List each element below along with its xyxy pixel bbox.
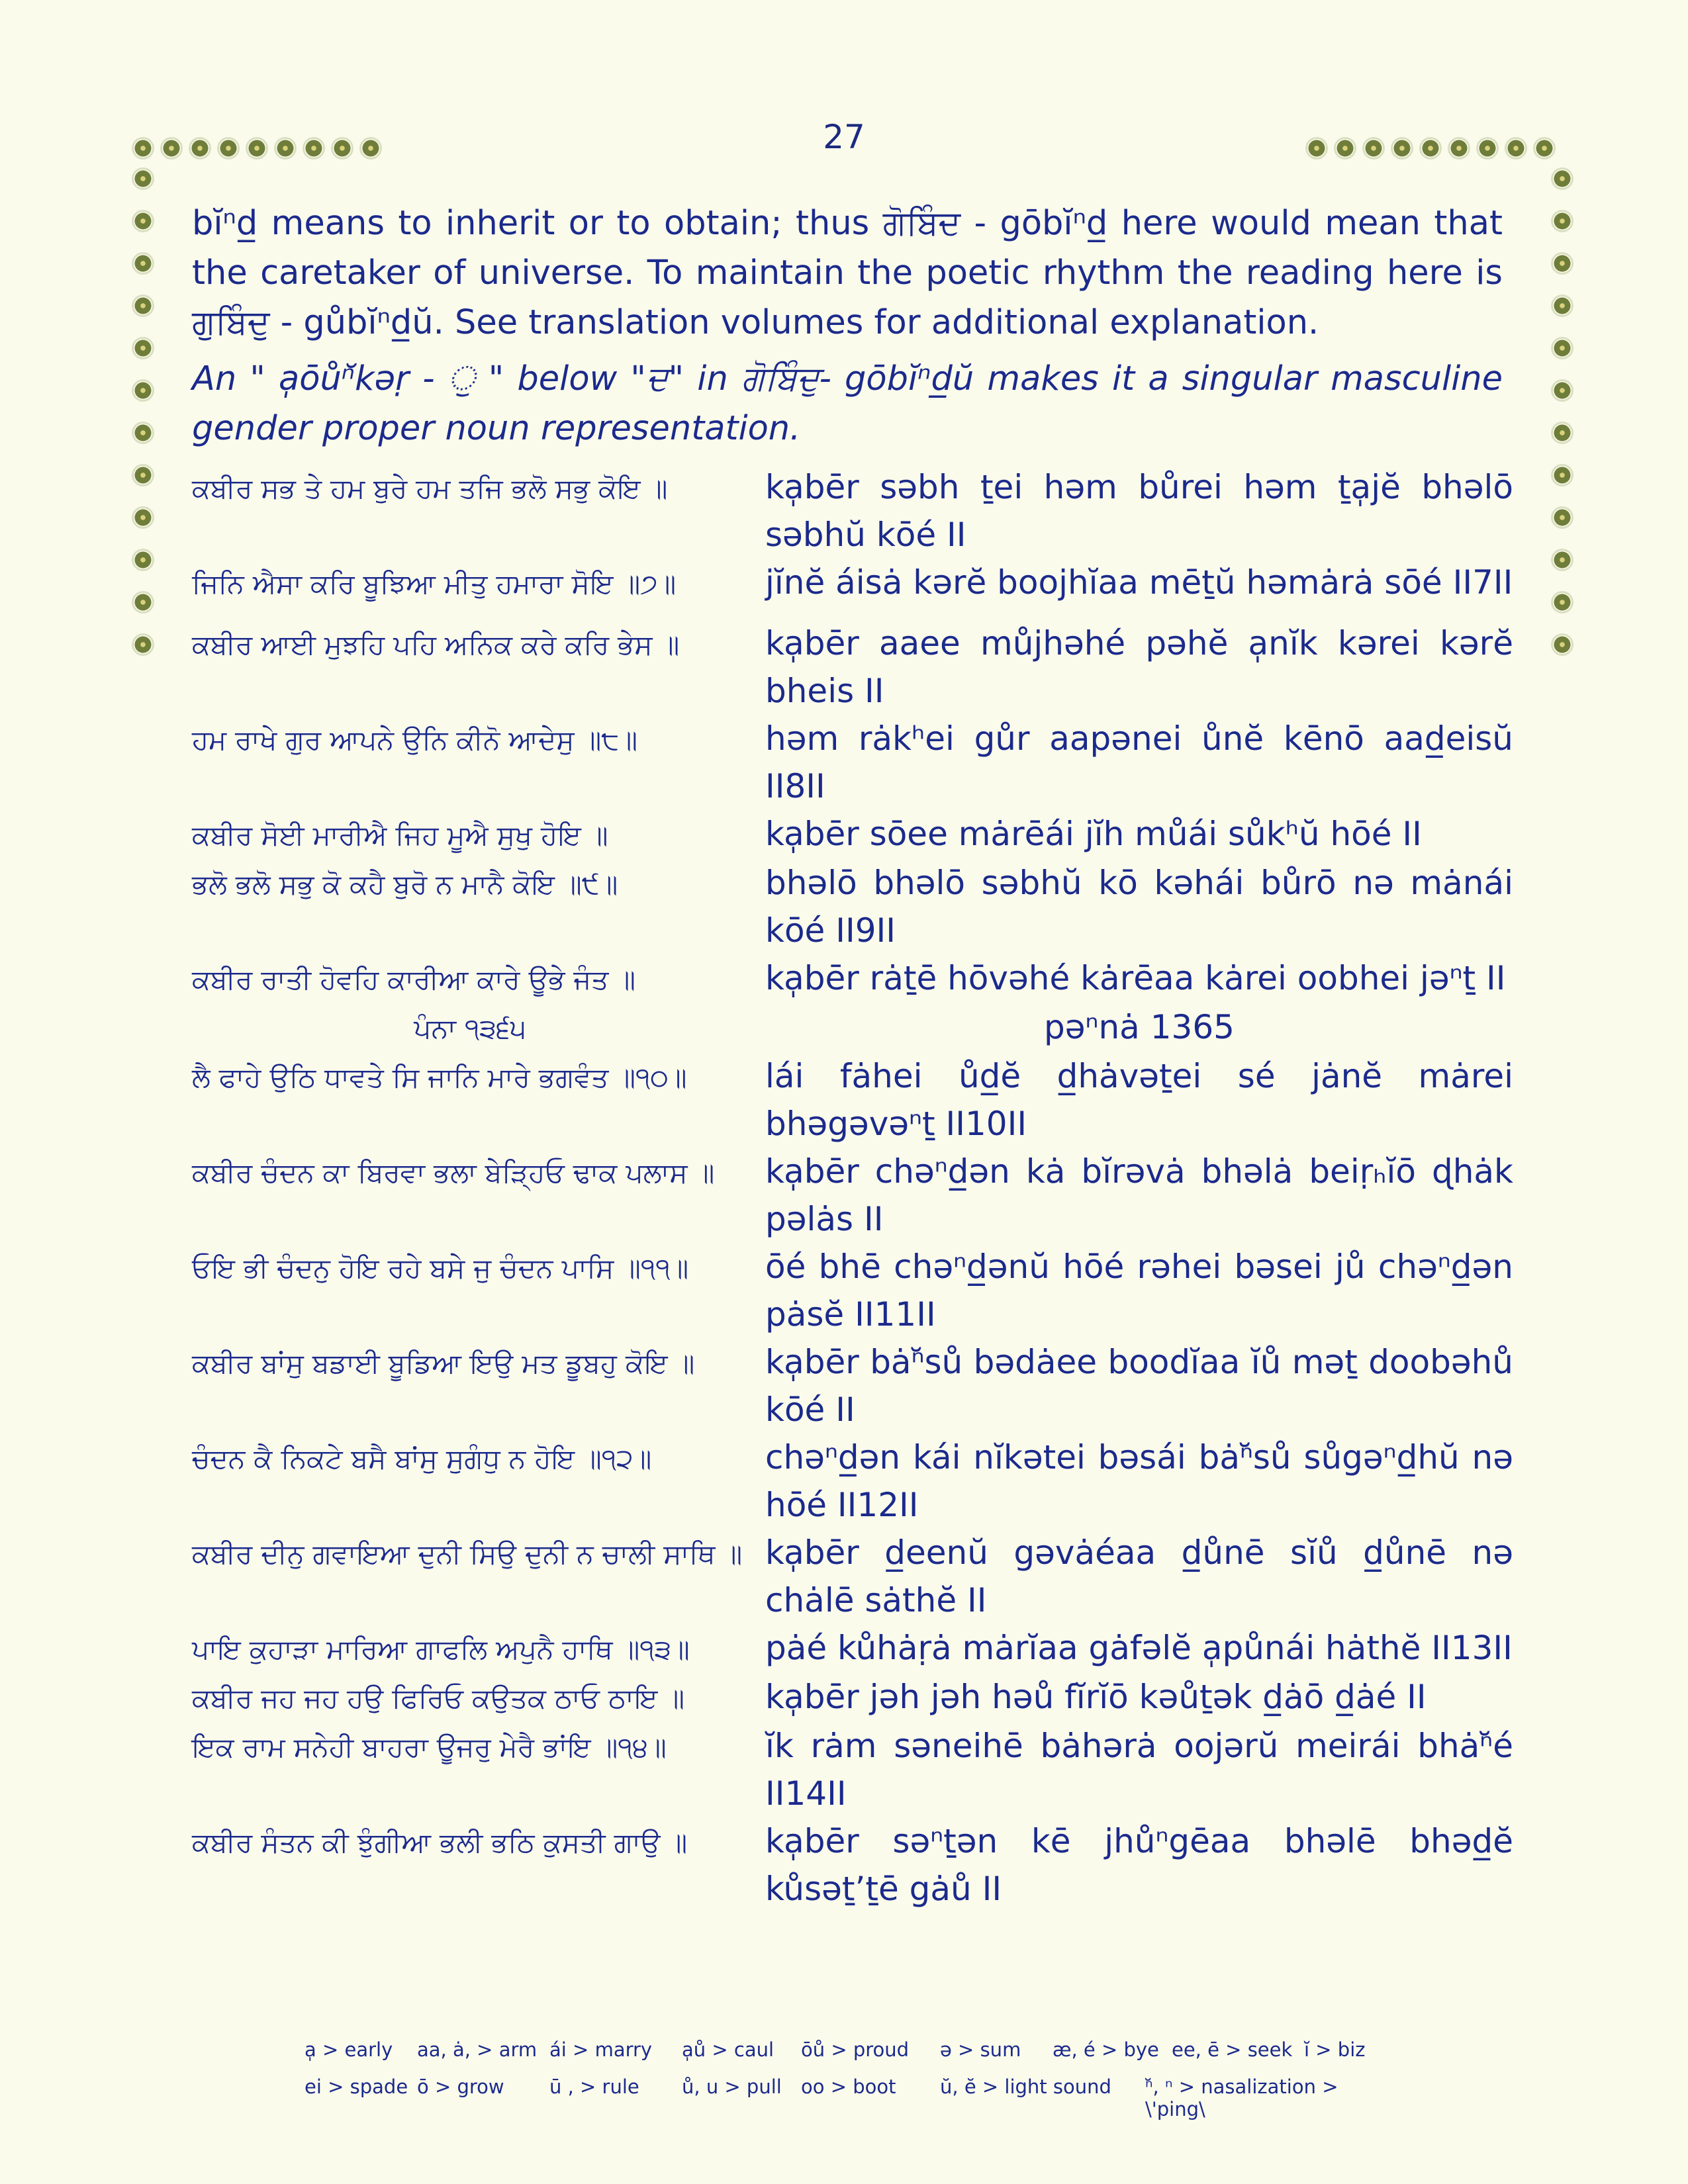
legend-item: a̩ > early	[305, 2038, 393, 2061]
legend-item: aa, ȧ, > arm	[417, 2038, 538, 2061]
pronunciation-legend	[305, 2038, 1470, 2135]
verse-row	[192, 619, 1516, 715]
flower-ornament-icon	[1364, 139, 1383, 158]
legend-item: ōů > proud	[801, 2038, 910, 2061]
legend-item: ee, ē > seek	[1172, 2038, 1293, 2061]
intro-note: An " a̩ōůⁿ̆kəṛ - ੁ " below "ਦ" in ਗੋਬਿੰਦੁ- gōbĭⁿd̲ŭ makes it a singular masculine gender proper noun representation.	[192, 359, 1503, 448]
legend-item: ⁿ̆, ⁿ > nasalization > \'ping\	[1145, 2075, 1338, 2120]
flower-ornament-icon	[305, 139, 323, 158]
flower-ornament-icon	[219, 139, 238, 158]
flower-ornament-icon	[1553, 424, 1571, 442]
legend-item: ō > grow	[417, 2075, 504, 2098]
verse-transliteration: jĭnĕ áisȧ kərĕ boojhĭaa mēṯŭ həmȧrȧ sōé II7II	[765, 563, 1513, 602]
verse-transliteration: ka̩bēr sōee mȧrēái jĭh můái sůkʰŭ hōé II	[765, 815, 1422, 853]
flower-ornament-icon	[191, 139, 209, 158]
verse-row	[192, 715, 1516, 810]
verse-row	[192, 1673, 1516, 1722]
legend-item: ə > sum	[940, 2038, 1021, 2061]
flower-ornament-icon	[276, 139, 295, 158]
verse-gurmukhi: ਕਬੀਰ ਸਭ ਤੇ ਹਮ ਬੁਰੇ ਹਮ ਤਜਿ ਭਲੋ ਸਭੁ ਕੋਇ ॥	[192, 473, 668, 504]
flower-ornament-icon	[134, 551, 152, 569]
legend-item: a̩ů > caul	[682, 2038, 774, 2061]
flower-ornament-icon	[1553, 593, 1571, 612]
flower-ornament-icon	[1393, 139, 1411, 158]
verse-transliteration: ka̩bēr bȧⁿ̆sů bədȧee boodĭaa ĭů məṯ doobəhů kōé II	[765, 1343, 1513, 1429]
flower-ornament-icon	[1553, 381, 1571, 400]
legend-item: ŭ, ĕ > light sound	[940, 2075, 1111, 2098]
verse-row	[192, 1529, 1516, 1624]
verse-row	[192, 1722, 1516, 1817]
verse-gurmukhi: ਕਬੀਰ ਚੰਦਨ ਕਾ ਬਿਰਵਾ ਭਲਾ ਬੇੜ੍ਹਿਓ ਢਾਕ ਪਲਾਸ ॥	[192, 1157, 715, 1189]
verse-transliteration: ka̩bēr səⁿṯən kē jhůⁿgēaa bhəlē bhəd̲ĕ kůsəṯ’ṯē gȧů II	[765, 1822, 1513, 1908]
flower-ornament-icon	[1535, 139, 1554, 158]
flower-ornament-icon	[1553, 296, 1571, 315]
verse-transliteration: ka̩bēr səbh ṯei həm bůrei həm ṯa̩jĕ bhəlō səbhŭ kōé II	[765, 468, 1513, 554]
flower-ornament-icon	[1450, 139, 1468, 158]
verse-gurmukhi: ਕਬੀਰ ਬਾਂਸੁ ਬਡਾਈ ਬੂਡਿਆ ਇਉ ਮਤ ਡੂਬਹੁ ਕੋਇ ॥	[192, 1347, 695, 1379]
flower-ornament-icon	[134, 139, 152, 158]
verse-row	[192, 463, 1516, 559]
flower-ornament-icon	[248, 139, 266, 158]
page-number: 27	[823, 118, 865, 156]
flower-ornament-icon	[1553, 212, 1571, 230]
intro-section	[192, 199, 1503, 453]
verse-transliteration: lái fȧhei ůd̲ĕ d̲hȧvəṯei sé jȧnĕ mȧrei bhəgəvəⁿṯ II10II	[765, 1057, 1513, 1143]
flower-ornament-icon	[134, 635, 152, 654]
legend-row-2	[305, 2075, 1470, 2120]
verse-gurmukhi: ਚੰਦਨ ਕੈ ਨਿਕਟੇ ਬਸੈ ਬਾਂਸੁ ਸੁਗੰਧੁ ਨ ਹੋਇ ॥੧੨॥	[192, 1443, 652, 1475]
flower-ornament-icon	[1553, 551, 1571, 569]
verse-gurmukhi: ਪਾਇ ਕੁਹਾੜਾ ਮਾਰਿਆ ਗਾਫਲਿ ਅਪੁਨੈ ਹਾਥਿ ॥੧੩॥	[192, 1633, 690, 1665]
verse-gurmukhi: ਓਇ ਭੀ ਚੰਦਨੁ ਹੋਇ ਰਹੇ ਬਸੇ ਜੁ ਚੰਦਨ ਪਾਸਿ ॥੧੧॥	[192, 1252, 689, 1284]
verse-transliteration: ōé bhē chəⁿd̲ənŭ hōé rəhei bəsei jů chəⁿd̲ən pȧsĕ II11II	[765, 1248, 1513, 1334]
verse-transliteration: pəⁿnȧ 1365	[1044, 1008, 1235, 1046]
verse-transliteration: pȧé kůhȧṛȧ mȧrĭaa gȧfəlĕ a̩půnái hȧthĕ II13II	[765, 1629, 1513, 1667]
verse-gurmukhi: ਜਿਨਿ ਐਸਾ ਕਰਿ ਬੂਝਿਆ ਮੀਤੁ ਹਮਾਰਾ ਸੋਇ ॥੭॥	[192, 568, 677, 600]
verse-row	[192, 954, 1516, 1003]
flower-ornament-icon	[1553, 339, 1571, 357]
flower-ornament-icon	[1553, 254, 1571, 273]
flower-ornament-icon	[1553, 169, 1571, 188]
verse-transliteration: ka̩bēr chəⁿd̲ən kȧ bĭrəvȧ bhəlȧ beiṛₕĭō ɖhȧk pəlȧs II	[765, 1152, 1513, 1238]
verse-transliteration: chəⁿd̲ən kái nĭkətei bəsái bȧⁿ̆sů sůgəⁿd̲hŭ nə hōé II12II	[765, 1438, 1513, 1524]
verse-gurmukhi: ਕਬੀਰ ਰਾਤੀ ਹੋਵਹਿ ਕਾਰੀਆ ਕਾਰੇ ਊਭੇ ਜੰਤ ॥	[192, 964, 636, 995]
flower-ornament-icon	[134, 339, 152, 357]
verse-gurmukhi: ਕਬੀਰ ਸੰਤਨ ਕੀ ਝੁੰਗੀਆ ਭਲੀ ਭਠਿ ਕੁਸਤੀ ਗਾਉ ॥	[192, 1827, 688, 1858]
legend-item: oo > boot	[801, 2075, 896, 2098]
verse-gurmukhi: ਕਬੀਰ ਜਹ ਜਹ ਹਉ ਫਿਰਿਓ ਕਉਤਕ ਠਾਓ ਠਾਇ ॥	[192, 1682, 684, 1714]
verse-transliteration: həm rȧkʰei gůr aapənei ůnĕ kēnō aad̲eisŭ II8II	[765, 719, 1513, 805]
flower-ornament-icon	[162, 139, 181, 158]
flower-ornament-icon	[134, 296, 152, 315]
verse-row	[192, 1148, 1516, 1243]
verse-row	[192, 1338, 1516, 1433]
verse-row	[192, 1243, 1516, 1338]
flower-ornament-icon	[134, 381, 152, 400]
legend-item: ei > spade	[305, 2075, 408, 2098]
flower-ornament-icon	[1307, 139, 1326, 158]
verse-row	[192, 1003, 1516, 1052]
verse-gurmukhi: ਹਮ ਰਾਖੇ ਗੁਰ ਆਪਨੇ ਉਨਿ ਕੀਨੋ ਆਦੇਸੁ ॥੮॥	[192, 724, 637, 756]
legend-row-1	[305, 2038, 1470, 2061]
verse-table	[192, 463, 1516, 1913]
flower-ornament-icon	[134, 169, 152, 188]
verse-gurmukhi: ਕਬੀਰ ਆਈ ਮੁਝਹਿ ਪਹਿ ਅਨਿਕ ਕਰੇ ਕਰਿ ਭੇਸ ॥	[192, 629, 680, 660]
verse-row	[192, 1433, 1516, 1529]
flower-ornament-icon	[134, 508, 152, 527]
flower-ornament-icon	[361, 139, 380, 158]
flower-ornament-icon	[333, 139, 352, 158]
flower-ornament-icon	[1553, 466, 1571, 484]
legend-item: ĭ > biz	[1304, 2038, 1366, 2061]
verse-gurmukhi: ਭਲੋ ਭਲੋ ਸਭੁ ਕੋ ਕਹੈ ਬੁਰੋ ਨ ਮਾਨੈ ਕੋਇ ॥੯॥	[192, 868, 618, 900]
flower-ornament-icon	[134, 254, 152, 273]
intro-paragraph: bĭⁿd̲ means to inherit or to obtain; thus ਗੋਬਿੰਦ - gōbĭⁿd̲ here would mean that the caretaker of universe. To maintain the poetic rhythm the reading here is ਗੁਬਿੰਦੁ - gůbĭⁿd̲ŭ. See translation volumes for additional explanation.	[192, 204, 1503, 342]
verse-transliteration: ka̩bēr jəh jəh həů fĭrĭō kəůṯək d̲ȧō d̲ȧé II	[765, 1678, 1427, 1716]
verse-transliteration: ĭk rȧm səneihē bȧhərȧ oojərŭ meirái bhȧⁿ̆é II14II	[765, 1727, 1513, 1813]
flower-ornament-icon	[1478, 139, 1497, 158]
verse-row	[192, 559, 1516, 608]
legend-item: ái > marry	[549, 2038, 653, 2061]
verse-row	[192, 1052, 1516, 1148]
verse-row	[192, 859, 1516, 954]
verse-transliteration: bhəlō bhəlō səbhŭ kō kəhái bůrō nə mȧnái kōé II9II	[765, 864, 1513, 950]
verse-transliteration: ka̩bēr aaee můjhəhé pəhĕ a̩nĭk kərei kərĕ bheis II	[765, 624, 1513, 710]
flower-ornament-icon	[134, 424, 152, 442]
flower-ornament-icon	[1507, 139, 1525, 158]
verse-transliteration: ka̩bēr d̲eenŭ gəvȧéaa d̲ůnē sĭů d̲ůnē nə chȧlē sȧthĕ II	[765, 1533, 1513, 1619]
verse-gurmukhi: ਕਬੀਰ ਸੋਈ ਮਾਰੀਐ ਜਿਹ ਮੂਐ ਸੁਖੁ ਹੋਇ ॥	[192, 819, 608, 851]
flower-ornament-icon	[1421, 139, 1440, 158]
verse-gurmukhi: ਲੈ ਫਾਹੇ ਉਠਿ ਧਾਵਤੇ ਸਿ ਜਾਨਿ ਮਾਰੇ ਭਗਵੰਤ ॥੧੦॥	[192, 1062, 687, 1093]
legend-item: æ, é > bye	[1053, 2038, 1159, 2061]
verse-row	[192, 1624, 1516, 1673]
flower-ornament-icon	[134, 593, 152, 612]
flower-ornament-icon	[134, 466, 152, 484]
flower-ornament-icon	[134, 212, 152, 230]
verse-gurmukhi: ਕਬੀਰ ਦੀਨੁ ਗਵਾਇਆ ਦੁਨੀ ਸਿਉ ਦੁਨੀ ਨ ਚਾਲੀ ਸਾਥਿ ॥	[192, 1538, 743, 1570]
verse-transliteration: ka̩bēr rȧṯē hōvəhé kȧrēaa kȧrei oobhei jəⁿṯ II	[765, 959, 1506, 997]
flower-ornament-icon	[1553, 508, 1571, 527]
verse-gurmukhi: ਇਕ ਰਾਮ ਸਨੇਹੀ ਬਾਹਰਾ ਊਜਰੁ ਮੇਰੈ ਭਾਂਇ ॥੧੪॥	[192, 1731, 667, 1763]
flower-ornament-icon	[1336, 139, 1354, 158]
flower-ornament-icon	[1553, 635, 1571, 654]
verse-row	[192, 1817, 1516, 1913]
verse-gurmukhi: ਪੰਨਾ ੧੩੬੫	[414, 1013, 526, 1044]
legend-item: ū , > rule	[549, 2075, 639, 2098]
verse-row	[192, 810, 1516, 859]
legend-item: ů, u > pull	[682, 2075, 782, 2098]
